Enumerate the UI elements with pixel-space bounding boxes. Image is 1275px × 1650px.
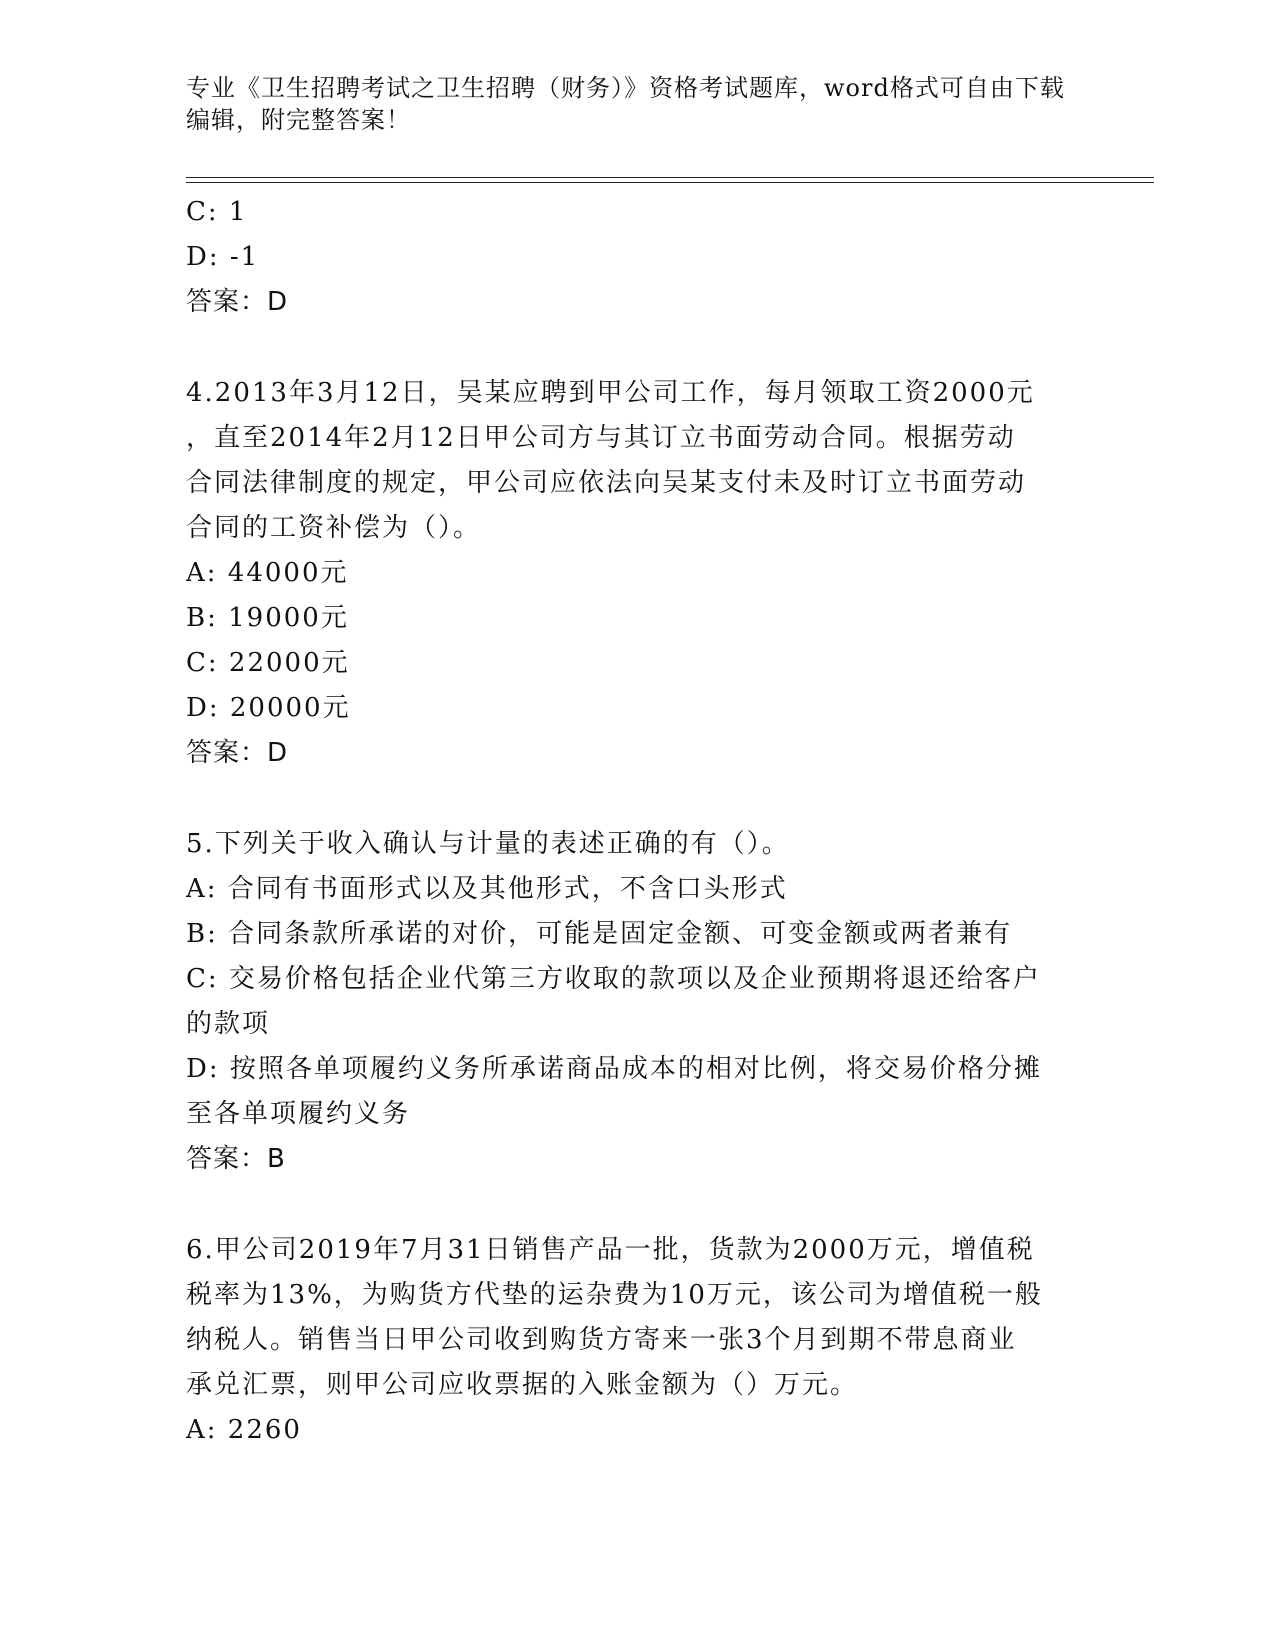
question-text-line: 纳税人。销售当日甲公司收到购货方寄来一张3个月到期不带息商业 bbox=[186, 1325, 1017, 1355]
option-d: D: 20000元 bbox=[186, 693, 351, 723]
question-text-line: 承兑汇票，则甲公司应收票据的入账金额为（）万元。 bbox=[186, 1370, 859, 1400]
question-5 bbox=[186, 822, 1086, 1182]
option-d: D: 按照各单项履约义务所承诺商品成本的相对比例，将交易价格分摊 bbox=[186, 1054, 1042, 1084]
document-body bbox=[186, 190, 1086, 1453]
question-text-line: 合同法律制度的规定，甲公司应依法向吴某支付未及时订立书面劳动 bbox=[186, 468, 1027, 498]
question-3-tail bbox=[186, 190, 1086, 325]
header-divider-top bbox=[186, 177, 1154, 178]
option-c: C: 1 bbox=[186, 197, 248, 227]
option-c-continued: 的款项 bbox=[186, 1009, 271, 1039]
header-line-1: 专业《卫生招聘考试之卫生招聘（财务）》资格考试题库，word格式可自由下载 bbox=[186, 74, 1065, 102]
answer-line: 答案：D bbox=[186, 287, 289, 317]
option-a: A: 44000元 bbox=[186, 558, 349, 588]
option-c: C: 交易价格包括企业代第三方收取的款项以及企业预期将退还给客户 bbox=[186, 964, 1041, 994]
question-text-line: 税率为13%，为购货方代垫的运杂费为10万元，该公司为增值税一般 bbox=[186, 1280, 1043, 1310]
question-6 bbox=[186, 1228, 1086, 1453]
question-text-line: 6.甲公司2019年7月31日销售产品一批，货款为2000万元，增值税 bbox=[186, 1235, 1035, 1265]
document-header bbox=[186, 72, 1086, 136]
option-d: D: -1 bbox=[186, 242, 260, 272]
option-b: B: 19000元 bbox=[186, 603, 349, 633]
question-4 bbox=[186, 371, 1086, 776]
answer-line: 答案：B bbox=[186, 1144, 286, 1174]
question-text-line: 5.下列关于收入确认与计量的表述正确的有（）。 bbox=[186, 829, 790, 859]
option-b: B: 合同条款所承诺的对价，可能是固定金额、可变金额或两者兼有 bbox=[186, 919, 1013, 949]
answer-line: 答案：D bbox=[186, 738, 289, 768]
question-text-line: 合同的工资补偿为（）。 bbox=[186, 513, 482, 543]
option-c: C: 22000元 bbox=[186, 648, 350, 678]
option-d-continued: 至各单项履约义务 bbox=[186, 1099, 411, 1129]
option-a: A: 合同有书面形式以及其他形式，不含口头形式 bbox=[186, 874, 788, 904]
question-text-line: 4.2013年3月12日，吴某应聘到甲公司工作，每月领取工资2000元 bbox=[186, 378, 1035, 408]
header-line-2: 编辑，附完整答案！ bbox=[186, 106, 411, 134]
question-text-line: ，直至2014年2月12日甲公司方与其订立书面劳动合同。根据劳动 bbox=[186, 423, 1016, 453]
option-a: A: 2260 bbox=[186, 1415, 302, 1445]
header-divider-bottom bbox=[186, 182, 1154, 183]
